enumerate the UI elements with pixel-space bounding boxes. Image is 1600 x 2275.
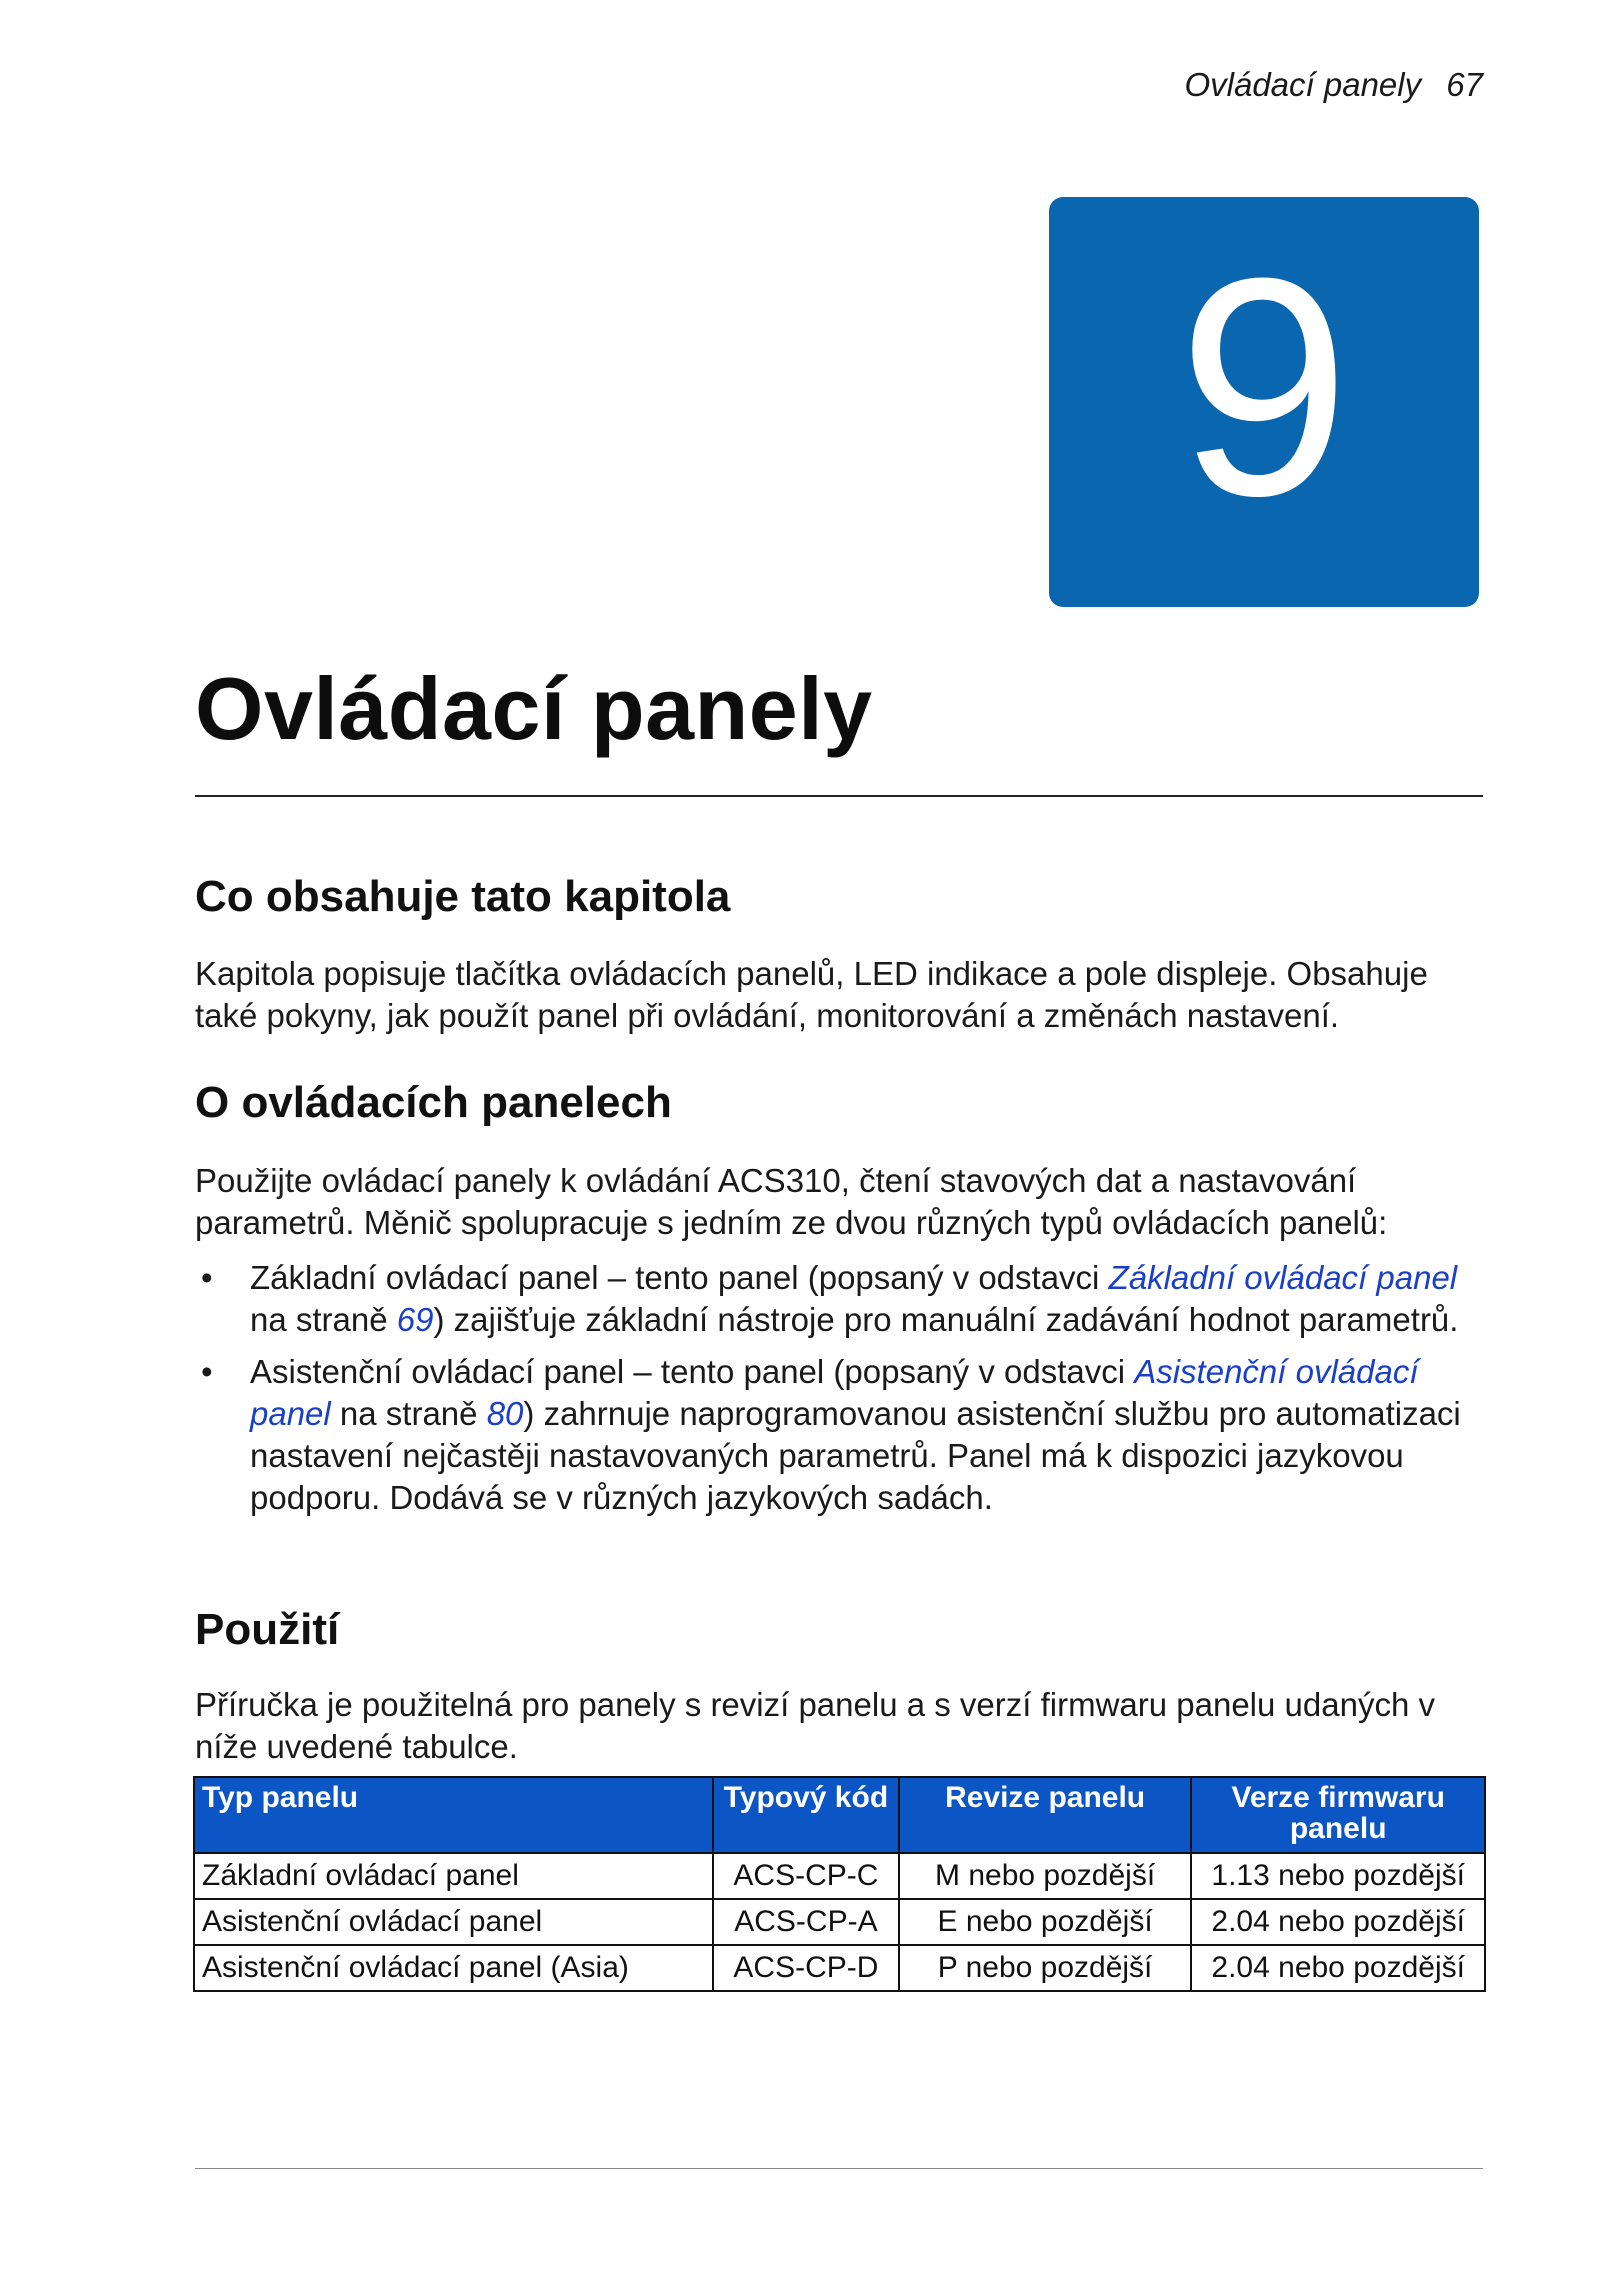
- list-item-text: na straně: [330, 1395, 487, 1432]
- column-header-panel-revision: Revize panelu: [899, 1777, 1192, 1853]
- chapter-number-box: [1049, 197, 1479, 607]
- link-page-80[interactable]: 80: [486, 1395, 524, 1432]
- section-heading-usage: Použití: [195, 1605, 340, 1654]
- column-header-type-code: Typový kód: [713, 1777, 899, 1853]
- link-basic-control-panel[interactable]: Základní ovládací panel: [1108, 1259, 1458, 1296]
- table-row: [194, 1945, 1485, 1991]
- cell-panel-revision: E nebo pozdější: [899, 1899, 1192, 1945]
- cell-type-code: ACS-CP-D: [713, 1945, 899, 1991]
- link-page-69[interactable]: 69: [396, 1301, 434, 1338]
- cell-firmware-version: 2.04 nebo pozdější: [1191, 1945, 1485, 1991]
- column-header-firmware-version: Verze firmwaru panelu: [1191, 1777, 1485, 1853]
- cell-type-code: ACS-CP-C: [713, 1853, 899, 1899]
- list-item-text: Asistenční ovládací panel – tento panel (popsaný v odstavci: [250, 1353, 1135, 1390]
- footer-divider: [195, 2168, 1483, 2169]
- section-paragraph-usage: Příručka je použitelná pro panely s revizí panelu a s verzí firmwaru panelu udaných v níže uvedené tabulce.: [195, 1686, 1435, 1765]
- list-item-text: na straně: [250, 1301, 397, 1338]
- chapter-title: Ovládací panely: [195, 659, 873, 758]
- cell-panel-type: Asistenční ovládací panel (Asia): [194, 1945, 713, 1991]
- section-paragraph-about-panels: Použijte ovládací panely k ovládání ACS310, čtení stavových dat a nastavování parametrů. Měnič spolupracuje s jedním ze dvou různých typů ovládacích panelů:: [195, 1162, 1388, 1241]
- cell-panel-revision: M nebo pozdější: [899, 1853, 1192, 1899]
- bullet-marker: •: [201, 1353, 213, 1390]
- table-row: [194, 1853, 1485, 1899]
- list-item-text: ) zahrnuje naprogramovanou asistenční službu pro automatizaci nastavení nejčastěji nastavovaných parametrů. Panel má k dispozici jazykovou podporu. Dodává se v různých jazykových sadách.: [250, 1395, 1461, 1516]
- cell-type-code: ACS-CP-A: [713, 1899, 899, 1945]
- title-divider: [195, 795, 1483, 797]
- running-header-title: Ovládací panely: [1184, 66, 1422, 103]
- table-header-row: [194, 1777, 1485, 1853]
- page-number: 67: [1446, 66, 1483, 103]
- list-item-text: Základní ovládací panel – tento panel (popsaný v odstavci: [250, 1259, 1109, 1296]
- list-item-assistant-panel: [195, 1351, 1495, 1519]
- bullet-marker: •: [201, 1259, 213, 1296]
- cell-panel-type: Asistenční ovládací panel: [194, 1899, 713, 1945]
- cell-firmware-version: 2.04 nebo pozdější: [1191, 1899, 1485, 1945]
- chapter-number: 9: [1177, 213, 1351, 560]
- section-paragraph-chapter-contents: Kapitola popisuje tlačítka ovládacích panelů, LED indikace a pole displeje. Obsahuje také pokyny, jak použít panel při ovládání, monitorování a změnách nastavení.: [195, 955, 1428, 1034]
- panel-compatibility-table: [193, 1776, 1486, 1992]
- panel-type-list: [195, 1257, 1495, 1519]
- list-item-basic-panel: [195, 1257, 1495, 1341]
- section-heading-about-panels: O ovládacích panelech: [195, 1078, 672, 1127]
- cell-panel-type: Základní ovládací panel: [194, 1853, 713, 1899]
- cell-panel-revision: P nebo pozdější: [899, 1945, 1192, 1991]
- link-assistant-control-panel[interactable]: Asistenční ovládací panel: [250, 1353, 1419, 1432]
- column-header-panel-type: Typ panelu: [194, 1777, 713, 1853]
- list-item-text: ) zajišťuje základní nástroje pro manuální zadávání hodnot parametrů.: [433, 1301, 1459, 1338]
- cell-firmware-version: 1.13 nebo pozdější: [1191, 1853, 1485, 1899]
- section-heading-chapter-contents: Co obsahuje tato kapitola: [195, 872, 731, 921]
- table-row: [194, 1899, 1485, 1945]
- running-header: [1184, 66, 1483, 104]
